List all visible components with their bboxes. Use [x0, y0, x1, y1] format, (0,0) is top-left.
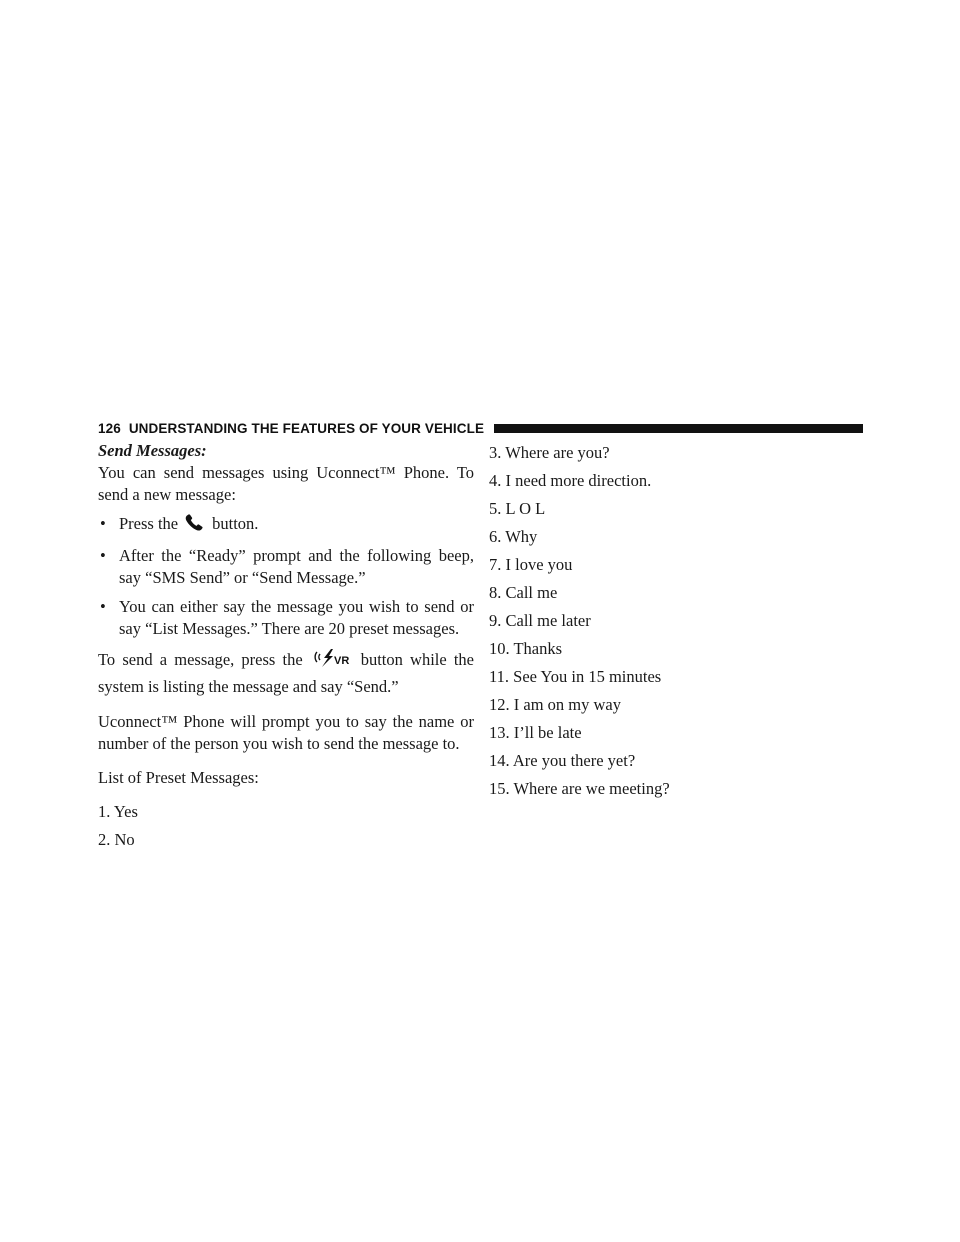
- intro-paragraph: You can send messages using Uconnect™ Phone. To send a new message:: [98, 463, 474, 504]
- bullet-ready-prompt: [98, 545, 474, 589]
- page-number: 126: [98, 420, 121, 436]
- bullet-dot: •: [100, 514, 106, 533]
- bullet-dot: •: [100, 546, 106, 565]
- prompt-paragraph: Uconnect™ Phone will prompt you to say the name or number of the person you wish to send the message to.: [98, 712, 474, 753]
- section-title: UNDERSTANDING THE FEATURES OF YOUR VEHICLE: [128, 420, 485, 436]
- phone-icon: [184, 514, 204, 538]
- list-item: 2. No: [98, 830, 135, 849]
- bullet-dot: •: [100, 597, 106, 616]
- page-header: [98, 418, 863, 438]
- list-item: 12. I am on my way: [489, 695, 621, 714]
- bullet-press-phone: [98, 513, 474, 538]
- list-item: 4. I need more direction.: [489, 471, 652, 490]
- list-item: 15. Where are we meeting?: [489, 779, 670, 798]
- list-item: 3. Where are you?: [489, 443, 610, 462]
- list-item: 1. Yes: [98, 802, 138, 821]
- list-item: 13. I’ll be late: [489, 723, 582, 742]
- header-rule: [494, 424, 863, 433]
- send-text-post: button while the system is listing the message and say “Send.”: [98, 650, 475, 696]
- send-paragraph: [98, 648, 474, 699]
- bullet-text: After the “Ready” prompt and the following beep, say “SMS Send” or “Send Message.”: [119, 546, 474, 587]
- list-item: 6. Why: [489, 527, 538, 546]
- list-item: 7. I love you: [489, 555, 573, 574]
- send-text-pre: To send a message, press the: [98, 650, 303, 669]
- list-item: 10. Thanks: [489, 639, 563, 658]
- list-item: 14. Are you there yet?: [489, 751, 636, 770]
- list-title: List of Preset Messages:: [98, 768, 259, 787]
- bullet-text: You can either say the message you wish to send or say “List Messages.” There are 20 preset messages.: [119, 597, 474, 638]
- bullet-text-pre: Press the: [119, 514, 179, 533]
- subheading-send-messages: Send Messages:: [98, 441, 207, 460]
- left-column: [98, 440, 474, 851]
- vr-label: VR: [333, 655, 349, 667]
- list-item: 9. Call me later: [489, 611, 591, 630]
- list-item: 11. See You in 15 minutes: [489, 667, 662, 686]
- list-item: 5. L O L: [489, 499, 546, 518]
- bullet-say-message: [98, 596, 474, 640]
- right-column: [489, 442, 863, 800]
- bullet-text-post: button.: [212, 514, 259, 533]
- list-item: 8. Call me: [489, 583, 558, 602]
- voice-recognition-icon: [311, 648, 351, 675]
